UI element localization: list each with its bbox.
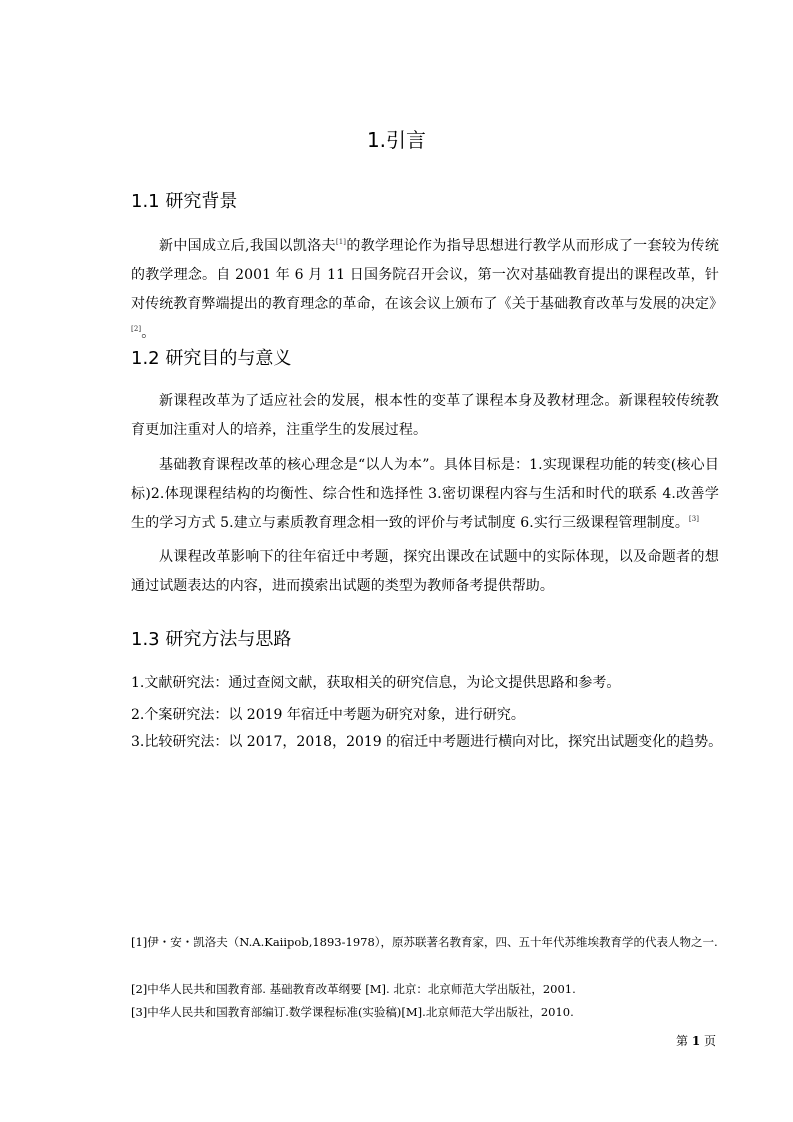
footnote bbox=[131, 977, 731, 1001]
section-heading-method: 1.3 研究方法与思路 bbox=[131, 629, 292, 650]
citation-marker: [3] bbox=[688, 515, 700, 523]
footnote-mark: [1] bbox=[131, 935, 148, 949]
method-item: 3.比较研究法：以 2017，2018，2019 的宿迁中考题进行横向对比，探究出试题变化的趋势。 bbox=[131, 734, 723, 750]
method-item: 2.个案研究法：以 2019 年宿迁中考题为研究对象，进行研究。 bbox=[131, 707, 525, 723]
paragraph-text: 新中国成立后,我国以凯洛夫 bbox=[159, 238, 336, 254]
section-heading-purpose: 1.2 研究目的与意义 bbox=[131, 348, 292, 369]
paragraph-text: 基础教育课程改革的核心理念是“以人为本”。具体目标是：1.实现课程功能的转变(核心目标)2.体现课程结构的均衡性、综合性和选择性 3.密切课程内容与生活和时代的联系 4.改善学生的学习方式 5.建立与素质教育理念相一致的评价与考试制度 6.实行三级课程管理制度。 bbox=[131, 457, 719, 531]
background-paragraph bbox=[131, 232, 724, 348]
page-number bbox=[676, 1032, 716, 1049]
footnote-text: 中华人民共和国教育部. 基础教育改革纲要 [M]. 北京：北京师范大学出版社，2001. bbox=[147, 982, 576, 996]
page-number-suffix: 页 bbox=[704, 1034, 717, 1048]
footnote-text: 中华人民共和国教育部编订.数学课程标准(实验稿)[M].北京师范大学出版社，2010. bbox=[147, 1005, 574, 1019]
footnote bbox=[131, 1000, 731, 1024]
paragraph-text: 。 bbox=[141, 325, 156, 341]
footnote-mark: [2] bbox=[131, 982, 148, 996]
footnote-mark: [3] bbox=[131, 1005, 148, 1019]
page-number-prefix: 第 bbox=[676, 1034, 689, 1048]
footnote bbox=[131, 930, 731, 954]
paragraph-text: 的教学理论作为指导思想进行教学从而形成了一套较为传统的教学理念。自 2001 年 6 月 11 日国务院召开会议，第一次对基础教育提出的课程改革，针对传统教育弊端提出的教育理念的革命，在该会议上颁布了《关于基础教育改革与发展的决定》 bbox=[131, 238, 724, 312]
purpose-paragraph-1: 新课程改革为了适应社会的发展，根本性的变革了课程本身及教材理念。新课程较传统教育更加注重对人的培养，注重学生的发展过程。 bbox=[131, 393, 719, 438]
section-heading-background: 1.1 研究背景 bbox=[131, 191, 238, 212]
citation-marker: [1] bbox=[335, 238, 347, 246]
footnote-text: 伊・安・凯洛夫（N.A.Kaiipob,1893-1978），原苏联著名教育家，四、五十年代苏维埃教育学的代表人物之一. bbox=[147, 935, 718, 949]
citation-marker: [2] bbox=[131, 325, 142, 333]
purpose-paragraph-3: 从课程改革影响下的往年宿迁中考题，探究出课改在试题中的实际体现，以及命题者的想通过试题表达的内容，进而摸索出试题的类型为教师备考提供帮助。 bbox=[131, 549, 719, 594]
page-number-value: 1 bbox=[691, 1034, 701, 1048]
chapter-title: 1.引言 bbox=[366, 128, 427, 152]
method-item: 1.文献研究法：通过查阅文献，获取相关的研究信息，为论文提供思路和参考。 bbox=[131, 675, 621, 691]
purpose-paragraph-2 bbox=[131, 451, 719, 538]
